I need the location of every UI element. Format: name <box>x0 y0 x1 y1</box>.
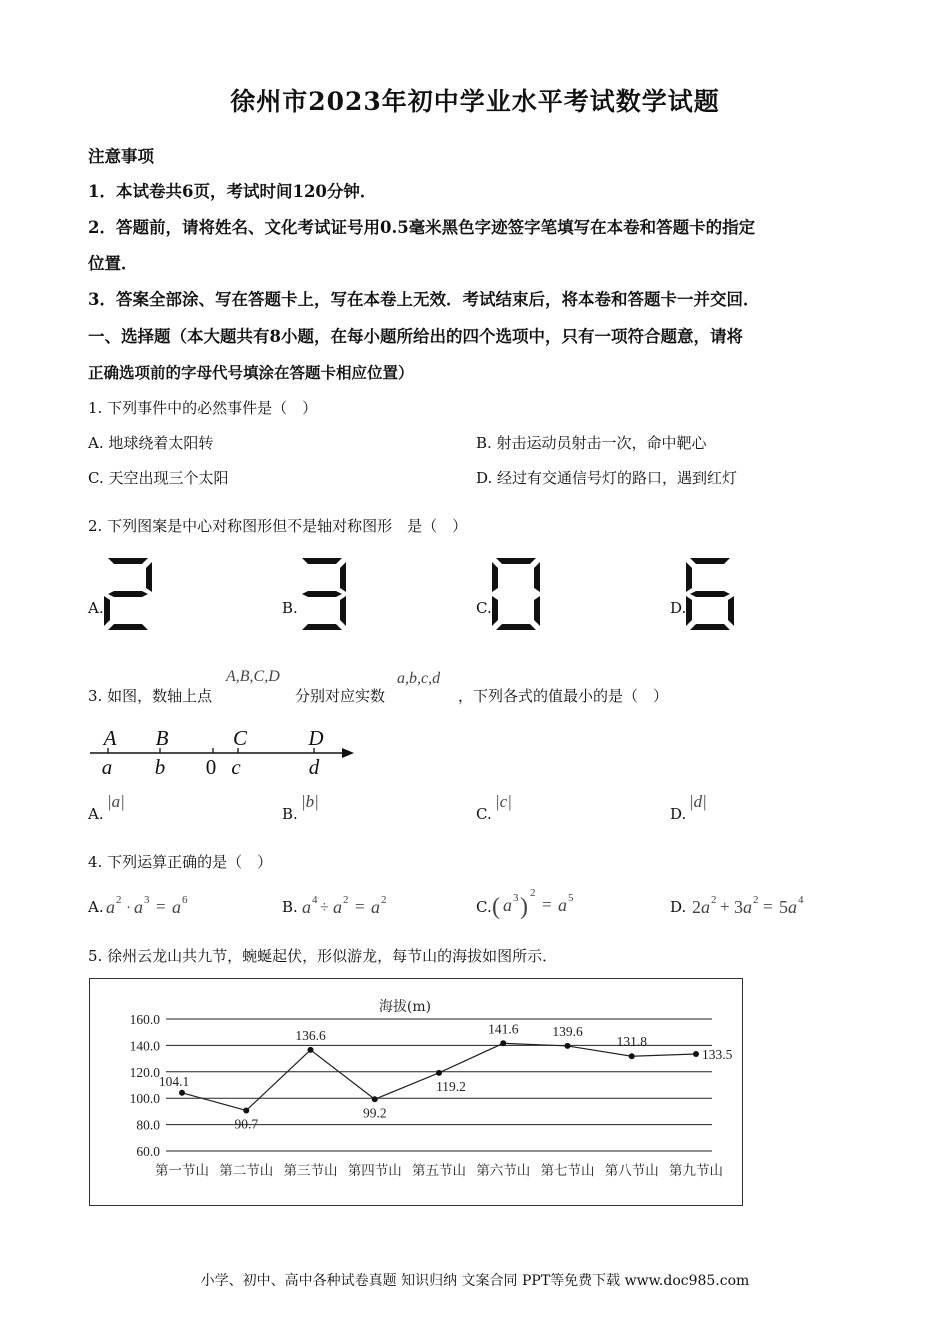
q4-label-d: D. <box>670 898 687 916</box>
data-point <box>629 1053 635 1059</box>
svg-text:a: a <box>743 897 752 917</box>
svg-text:·: · <box>126 900 131 916</box>
x-tick-label: 第四节山 <box>347 1163 402 1179</box>
svg-text:2: 2 <box>753 894 759 906</box>
data-point <box>308 1047 314 1053</box>
svg-text:3: 3 <box>144 894 150 906</box>
data-label: 139.6 <box>552 1023 583 1039</box>
svg-text:=: = <box>763 897 773 916</box>
data-label: 136.6 <box>295 1027 326 1043</box>
data-point <box>436 1070 442 1076</box>
svg-text:3: 3 <box>513 892 519 904</box>
q3-label-c: C. <box>476 805 492 823</box>
data-point <box>565 1043 571 1049</box>
chart-frame <box>89 978 743 1206</box>
q2-label-d: D. <box>670 599 687 617</box>
x-tick-label: 第五节山 <box>412 1163 466 1179</box>
q2-digit-2 <box>104 558 152 630</box>
q2-label-a: A. <box>88 599 104 617</box>
number-line <box>86 724 358 780</box>
x-tick-label: 第一节山 <box>155 1163 209 1179</box>
q3-option-b: |b| <box>301 792 319 811</box>
svg-text:6: 6 <box>182 894 188 906</box>
q3-reals: a,b,c,d <box>397 670 441 687</box>
q1-option-b: B. 射击运动员射击一次，命中靶心 <box>476 434 707 452</box>
section-heading: 一、选择题（本大题共有8小题，在每小题所给出的四个选项中，只有一项符合题意，请将 <box>88 327 743 346</box>
svg-text:a: a <box>172 897 181 917</box>
q3-stem-pre: 3. 如图，数轴上点 <box>88 687 213 705</box>
q2-label-b: B. <box>282 599 298 617</box>
svg-text:a: a <box>371 897 380 917</box>
q4-expr-b <box>300 890 400 920</box>
x-tick-label: 第七节山 <box>540 1163 595 1179</box>
point-label-c: C <box>232 726 248 750</box>
svg-text:a: a <box>788 897 797 917</box>
svg-text:2: 2 <box>530 887 536 899</box>
svg-text:a: a <box>134 897 143 917</box>
notice-item: 2．答题前，请将姓名、文化考试证号用0.5毫米黑色字迹签字笔填写在本卷和答题卡的指定 <box>88 218 756 237</box>
section-heading-cont: 正确选项前的字母代号填涂在答题卡相应位置） <box>88 363 414 382</box>
svg-text:a: a <box>558 895 567 915</box>
svg-text:a: a <box>503 895 512 915</box>
q3-option-c: |c| <box>495 792 512 811</box>
q1-option-c: C. 天空出现三个太阳 <box>88 469 229 487</box>
data-label: 104.1 <box>158 1073 190 1089</box>
data-point <box>243 1107 249 1113</box>
data-label: 119.2 <box>436 1078 466 1094</box>
svg-text:=: = <box>156 897 166 916</box>
svg-text:=: = <box>542 895 552 914</box>
data-point <box>179 1090 185 1096</box>
q4-stem: 4. 下列运算正确的是（ ） <box>88 853 273 871</box>
q3-label-a: A. <box>88 805 104 823</box>
data-label: 141.6 <box>488 1021 519 1037</box>
q2-digit-0 <box>492 558 540 630</box>
y-tick-label: 60.0 <box>136 1144 160 1159</box>
q3-label-d: D. <box>670 805 687 823</box>
svg-text:a: a <box>701 897 710 917</box>
q5-stem: 5. 徐州云龙山共九节，蜿蜒起伏，形似游龙，每节山的海拔如图所示． <box>88 947 558 965</box>
svg-text:(: ( <box>492 894 500 920</box>
q3-points: A,B,C,D <box>226 668 280 685</box>
svg-text:a: a <box>106 897 115 917</box>
value-label-zero: 0 <box>205 755 217 779</box>
notice-item: 1．本试卷共6页，考试时间120分钟． <box>88 182 377 201</box>
q4-label-c: C. <box>476 898 492 916</box>
q2-digit-6 <box>686 558 734 630</box>
svg-text:2: 2 <box>692 897 701 917</box>
x-tick-label: 第三节山 <box>283 1163 338 1179</box>
footer: 小学、初中、高中各种试卷真题 知识归纳 文案合同 PPT等免费下载 www.doc985.com <box>200 1273 750 1289</box>
q4-label-b: B. <box>282 898 298 916</box>
point-label-d: D <box>308 726 324 750</box>
data-label: 90.7 <box>234 1116 259 1132</box>
q3-label-b: B. <box>282 805 298 823</box>
data-label: 99.2 <box>362 1105 387 1121</box>
q4-expr-c <box>492 884 592 922</box>
chart-title: 海拔(m) <box>378 999 432 1015</box>
data-label: 133.5 <box>702 1046 733 1062</box>
svg-text:2: 2 <box>343 894 349 906</box>
svg-text:5: 5 <box>779 897 788 917</box>
svg-text:=: = <box>355 897 365 916</box>
y-tick-label: 100.0 <box>129 1091 160 1107</box>
x-tick-label: 第二节山 <box>219 1163 274 1179</box>
svg-text:2: 2 <box>381 894 387 906</box>
y-tick-label: 120.0 <box>129 1064 160 1080</box>
data-point <box>372 1096 378 1102</box>
point-label-a: A <box>103 726 117 750</box>
q3-option-a: |a| <box>107 792 125 811</box>
x-tick-label: 第八节山 <box>604 1163 659 1179</box>
q1-stem: 1. 下列事件中的必然事件是（ ） <box>88 399 318 417</box>
value-label-d: d <box>308 755 320 779</box>
notice-item: 3．答案全部涂、写在答题卡上，写在本卷上无效．考试结束后，将本卷和答题卡一并交回． <box>88 290 760 309</box>
value-label-c: c <box>231 755 241 779</box>
svg-text:+: + <box>720 897 730 916</box>
point-label-b: B <box>155 726 169 750</box>
q3-stem-post: ，下列各式的值最小的是（ ） <box>458 687 669 705</box>
svg-text:4: 4 <box>312 894 318 906</box>
notice-heading: 注意事项 <box>88 147 154 166</box>
q1-option-a: A. 地球绕着太阳转 <box>88 434 214 452</box>
data-point <box>693 1051 699 1057</box>
data-point <box>500 1040 506 1046</box>
svg-text:3: 3 <box>734 897 743 917</box>
q3-option-d: |d| <box>689 792 707 811</box>
number-line-arrow <box>342 748 354 758</box>
notice-item: 位置． <box>88 254 138 273</box>
svg-text:a: a <box>333 897 342 917</box>
value-label-b: b <box>154 755 166 779</box>
q3-stem-mid: 分别对应实数 <box>295 687 386 705</box>
x-tick-label: 第九节山 <box>669 1163 723 1179</box>
y-tick-label: 140.0 <box>129 1038 160 1054</box>
svg-text:a: a <box>302 897 311 917</box>
svg-text:): ) <box>520 894 528 920</box>
altitude-series-line <box>182 1043 696 1110</box>
data-label: 131.8 <box>616 1034 647 1050</box>
q4-expr-d <box>690 890 820 920</box>
x-tick-label: 第六节山 <box>476 1163 531 1179</box>
svg-text:4: 4 <box>798 894 804 906</box>
altitude-line-chart <box>90 979 742 1205</box>
page-title: 徐州市2023年初中学业水平考试数学试题 <box>230 87 720 116</box>
q1-option-d: D. 经过有交通信号灯的路口，遇到红灯 <box>476 469 738 487</box>
y-tick-label: 160.0 <box>129 1012 160 1027</box>
svg-text:2: 2 <box>711 894 717 906</box>
y-tick-label: 80.0 <box>136 1117 160 1133</box>
svg-text:2: 2 <box>116 894 122 906</box>
q2-digit-3 <box>298 558 346 630</box>
q4-label-a: A. <box>88 898 104 916</box>
svg-text:5: 5 <box>568 892 574 904</box>
svg-text:÷: ÷ <box>320 899 329 916</box>
q2-label-c: C. <box>476 599 492 617</box>
q2-stem: 2. 下列图案是中心对称图形但不是轴对称图形 是（ ） <box>88 517 468 535</box>
value-label-a: a <box>101 755 113 779</box>
q4-expr-a <box>104 890 204 920</box>
